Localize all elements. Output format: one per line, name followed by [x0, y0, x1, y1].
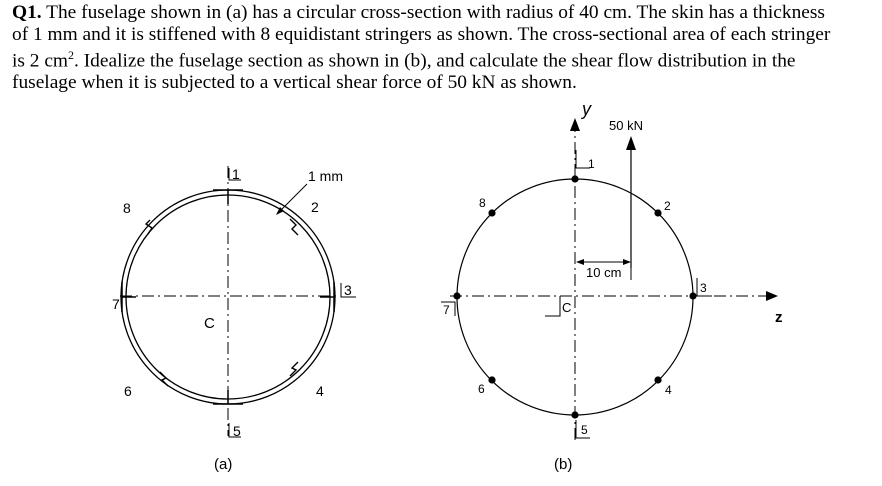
stringer-3-label: 3 — [344, 282, 352, 298]
boom-6-label: 6 — [478, 382, 485, 396]
question-line-3-pre: is 2 cm — [12, 50, 69, 72]
stringer-4-label: 4 — [316, 383, 324, 399]
figure-b-centroid-box — [545, 296, 560, 316]
boom-1 — [571, 175, 578, 182]
question-line-1-text: The fuselage shown in (a) has a circular cross-section with radius of 40 cm. The skin has a thickness — [46, 2, 825, 23]
stringer-4-section — [290, 362, 298, 376]
stringer-5-label: 5 — [233, 423, 241, 439]
boom-3 — [689, 292, 696, 299]
boom-4 — [654, 376, 661, 383]
offset-arrowhead-left — [576, 259, 584, 265]
boom-4-label: 4 — [665, 383, 672, 397]
question-line-3-sup: 2 — [68, 48, 75, 62]
force-arrowhead — [626, 136, 636, 150]
thickness-leader — [278, 184, 307, 213]
force-label: 50 kN — [609, 118, 643, 133]
figure-a-caption: (a) — [214, 456, 233, 473]
figure-a-centroid-label: C — [204, 315, 215, 332]
boom-8 — [488, 209, 495, 216]
question-line-4: fuselage when it is subjected to a vertical shear force of 50 kN as shown. — [12, 71, 577, 93]
question-line-3-post: . Idealize the fuselage section as shown in (b), and calculate the shear flow distribution in the — [74, 50, 796, 72]
figure-b-centroid-label: C — [562, 300, 572, 315]
question-number: Q1. — [12, 2, 42, 23]
boom-6 — [488, 376, 495, 383]
stringer-6-label: 6 — [124, 383, 132, 399]
thickness-label: 1 mm — [308, 168, 343, 184]
stringer-1-label: 1 — [232, 166, 240, 182]
boom-5-label: 5 — [581, 423, 588, 437]
boom-3-label: 3 — [700, 281, 707, 295]
boom-8-label: 8 — [479, 196, 486, 210]
y-axis-label: y — [582, 99, 591, 119]
offset-arrowhead-right — [623, 259, 631, 265]
stringer-2-label: 2 — [311, 199, 319, 215]
offset-label: 10 cm — [586, 265, 622, 280]
boom-5 — [571, 411, 578, 418]
figure-b — [441, 99, 783, 473]
question-line-2: of 1 mm and it is stiffened with 8 equidistant stringers as shown. The cross-sectional area of each stringer — [12, 23, 831, 45]
figure-b-caption: (b) — [554, 456, 573, 473]
z-axis-arrowhead — [766, 291, 778, 301]
boom-1-label: 1 — [588, 157, 595, 171]
stringer-8-label: 8 — [123, 200, 131, 216]
z-axis-label: z — [775, 309, 783, 326]
boom-7 — [453, 292, 460, 299]
boom-2-label: 2 — [664, 199, 671, 213]
y-axis-arrowhead — [570, 118, 580, 131]
boom-2 — [654, 209, 661, 216]
stringer-7-label: 7 — [112, 296, 120, 312]
figure-a — [112, 166, 356, 473]
boom-7-label: 7 — [443, 303, 450, 317]
